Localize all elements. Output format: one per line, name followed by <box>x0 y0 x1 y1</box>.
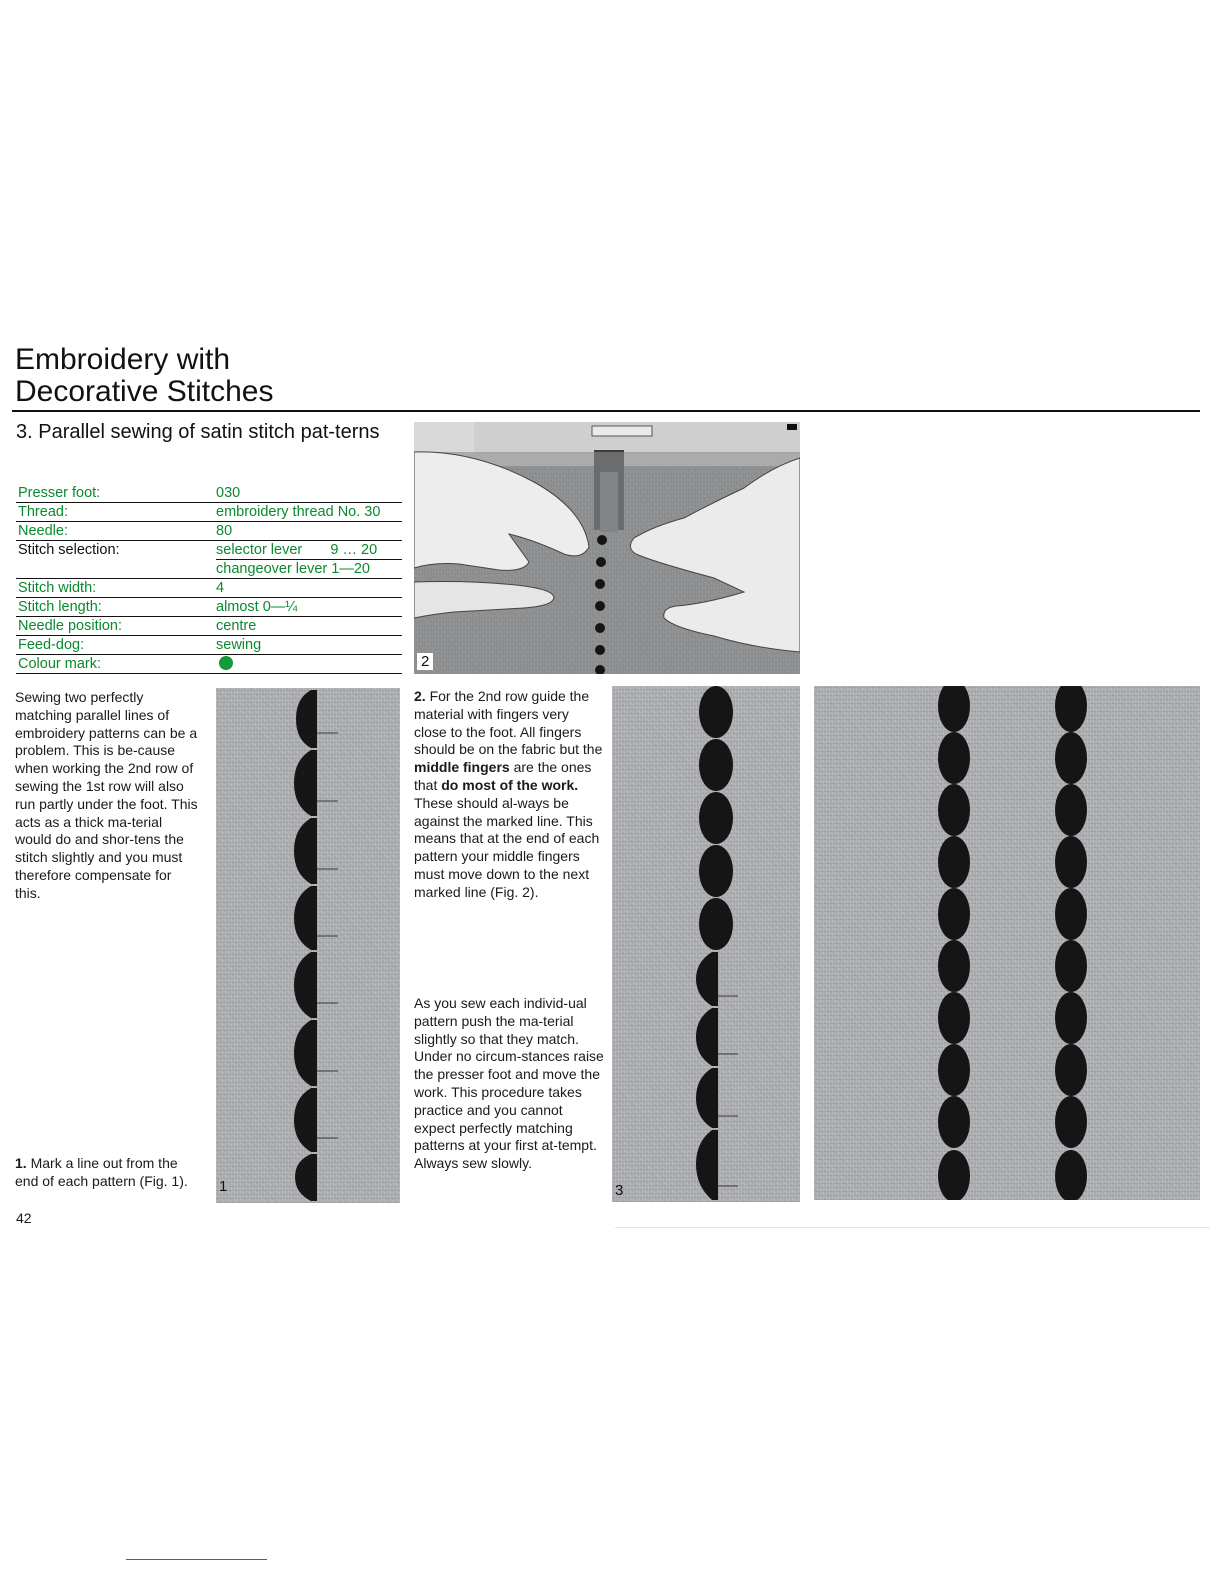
section-subtitle: 3. Parallel sewing of satin stitch pat-terns <box>16 421 380 443</box>
spec-value: selector lever 9 … 20 <box>216 541 402 560</box>
step-2-text-b: are the ones that <box>414 759 592 793</box>
figure-2-hands-at-machine <box>414 422 800 674</box>
spec-value: sewing <box>216 637 262 653</box>
figure-4-parallel-stitches <box>814 686 1200 1200</box>
step-2-paragraph <box>414 688 604 902</box>
spec-row-presser-foot <box>16 484 402 503</box>
colour-mark-dot <box>219 656 233 670</box>
spec-label: Presser foot: <box>18 485 101 501</box>
step-2-text-a: For the 2nd row guide the material with fingers very close to the foot. All fingers should be on the fabric but the <box>414 688 603 758</box>
title-line-1: Embroidery with <box>15 343 231 376</box>
spec-row-needle-position <box>16 617 402 636</box>
figure-1-photo <box>216 688 400 1203</box>
title-line-2: Decorative Stitches <box>15 375 274 408</box>
spec-label: Needle position: <box>18 618 122 634</box>
spec-label: Stitch selection: <box>18 542 120 558</box>
spec-label: Colour mark: <box>18 656 101 672</box>
figure-2-photo <box>414 422 800 674</box>
spec-value: embroidery thread No. 30 <box>216 504 381 520</box>
settings-table <box>16 484 402 674</box>
spec-row-feed-dog <box>16 636 402 655</box>
link-underline <box>126 1559 267 1560</box>
spec-label: Stitch length: <box>18 599 102 615</box>
spec-row-colour-mark <box>16 655 402 674</box>
spec-row-stitch-selection <box>16 541 402 579</box>
spec-row-stitch-width <box>16 579 402 598</box>
intro-paragraph: Sewing two perfectly matching parallel lines of embroidery patterns can be a problem. This is be-cause when working the 2nd row of sewing the 1st row will also run partly under the foot. This acts as a thick ma-terial would do and shor-tens the stitch slightly and you must therefore compensate for this. <box>15 689 198 901</box>
step-3-paragraph: As you sew each individ-ual pattern push the ma-terial slightly so that they match. Under no circum-stances raise the presser foot and move the work. This procedure takes practice and you cannot expect perfectly matching patterns at your first at-tempt. Always sew slowly. <box>414 995 604 1172</box>
spec-value: centre <box>216 618 257 634</box>
figure-2-label: 2 <box>417 653 433 670</box>
step-1-text: Mark a line out from the end of each pattern (Fig. 1). <box>15 1155 188 1189</box>
spec-value: 80 <box>216 523 233 539</box>
spec-row-thread <box>16 503 402 522</box>
page-number: 42 <box>16 1210 32 1226</box>
spec-label: Feed-dog: <box>18 637 85 653</box>
figure-3-photo <box>612 686 800 1202</box>
figure-3-stitches <box>612 686 800 1202</box>
spec-value: almost 0—¼ <box>216 599 298 615</box>
figure-1-label: 1 <box>219 1178 228 1195</box>
step-2-number: 2. <box>414 688 426 704</box>
title-rule <box>12 410 1200 412</box>
step-2-text-c: These should al-ways be against the marked line. This means that at the end of each pattern your middle fingers must move down to the next marked line (Fig. 2). <box>414 794 600 900</box>
step-2-bold-work: do most of the work. <box>441 776 579 793</box>
spec-row-stitch-length <box>16 598 402 617</box>
figure-1-stitches <box>216 688 400 1203</box>
spec-value: 030 <box>216 485 241 501</box>
step-1-number: 1. <box>15 1155 27 1171</box>
step-1-paragraph <box>15 1155 195 1191</box>
step-2-bold-middle-fingers: middle fingers <box>414 759 510 776</box>
bottom-divider <box>615 1227 1210 1228</box>
spec-value: changeover lever 1—20 <box>216 561 370 577</box>
spec-label: Needle: <box>18 523 68 539</box>
spec-row-needle <box>16 522 402 541</box>
page-title <box>15 344 273 408</box>
figure-3-label: 3 <box>615 1182 624 1199</box>
figure-4-photo <box>814 686 1200 1200</box>
spec-label: Thread: <box>18 504 68 520</box>
spec-value: 4 <box>216 580 225 596</box>
spec-label: Stitch width: <box>18 580 97 596</box>
